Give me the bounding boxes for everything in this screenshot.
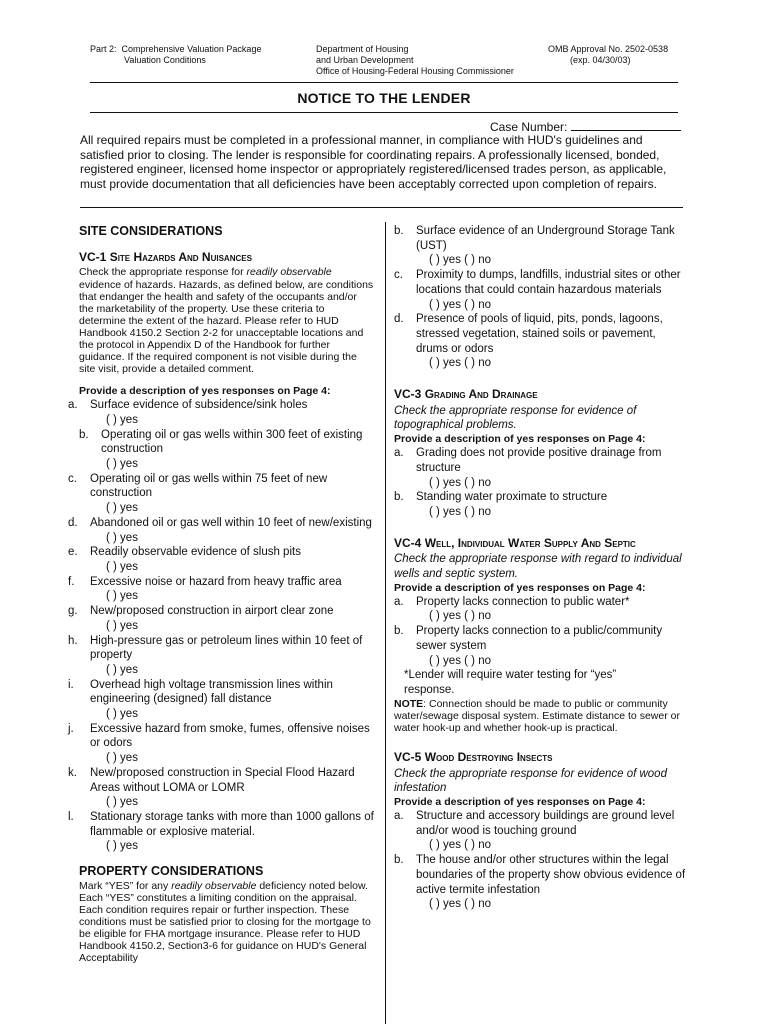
- vc4-note-text: : Connection should be made to public or community water/sewage disposal system. Estimate distance to sewer or water hook-up and whether hook-up is practical.: [394, 697, 680, 734]
- item-text: Standing water proximate to structure: [416, 491, 608, 504]
- item-text: Excessive hazard from smoke, fumes, offensive noises or odors: [90, 722, 370, 750]
- header-divider: [90, 82, 678, 83]
- item-label: d.: [394, 313, 404, 326]
- vc5-instruction: Check the appropriate response for evidence of wood infestation: [394, 767, 667, 795]
- vc3-item-b-checkbox[interactable]: ( ) yes ( ) no: [429, 505, 491, 518]
- header-omb-block: [548, 44, 668, 66]
- column-divider: [385, 222, 386, 1024]
- header-exp: (exp. 04/30/03): [570, 55, 631, 65]
- item-text: Structure and accessory buildings are ground level and/or wood is touching ground: [416, 810, 675, 837]
- vc1-item-l: [68, 810, 374, 839]
- vc1-item-b-ust-checkbox[interactable]: ( ) yes ( ) no: [429, 254, 491, 267]
- spacer: [394, 734, 686, 750]
- vc4-item-a: [394, 595, 686, 610]
- item-label: b.: [79, 428, 89, 441]
- vc1-item-k: [68, 766, 374, 795]
- item-label: b.: [394, 854, 404, 867]
- vc1-item-g: [68, 604, 374, 619]
- item-label: e.: [68, 546, 78, 559]
- header-dept-line2: and Urban Development: [316, 55, 414, 65]
- vc4-note-label: NOTE: [394, 697, 424, 710]
- item-label: k.: [68, 766, 77, 779]
- vc1-item-h: [68, 634, 374, 663]
- item-text: Abandoned oil or gas well within 10 feet of new/existing: [90, 516, 372, 529]
- vc4-instruction: Check the appropriate response with regard to individual wells and septic system.: [394, 553, 682, 581]
- vc3-item-a: [394, 446, 686, 475]
- vc1-item-d-pools: [394, 312, 686, 356]
- vc1-item-b-ust: [394, 224, 686, 253]
- vc3-heading: [394, 387, 686, 402]
- item-text: High-pressure gas or petroleum lines within 10 feet of property: [90, 634, 363, 662]
- vc4-note: [394, 698, 686, 734]
- case-number-label: Case Number:: [490, 120, 568, 134]
- item-text: Proximity to dumps, landfills, industrial sites or other locations that could contain hazardous materials: [416, 269, 681, 296]
- spacer: [394, 520, 686, 536]
- header-omb: OMB Approval No. 2502-0538: [548, 44, 669, 54]
- page-title: NOTICE TO THE LENDER: [297, 90, 471, 106]
- item-text: Surface evidence of an Underground Storage Tank (UST): [416, 225, 675, 252]
- vc3-instruction: Check the appropriate response for evidence of topographical problems.: [394, 404, 637, 432]
- vc1-item-c-checkbox[interactable]: ( ) yes: [106, 502, 138, 515]
- vc1-item-a: [68, 398, 374, 413]
- item-text: Surface evidence of subsidence/sink holes: [90, 399, 308, 412]
- vc3-item-a-checkbox[interactable]: ( ) yes ( ) no: [429, 476, 491, 489]
- vc1-item-c: [68, 472, 374, 501]
- item-text: The house and/or other structures within the legal boundaries of the property show obvious evidence of active termite infestation: [416, 854, 686, 896]
- vc1-item-g-checkbox[interactable]: ( ) yes: [106, 619, 138, 632]
- site-considerations-heading: SITE CONSIDERATIONS: [79, 224, 223, 238]
- vc1-item-i-checkbox[interactable]: ( ) yes: [106, 708, 138, 721]
- vc1-item-j-checkbox[interactable]: ( ) yes: [106, 752, 138, 765]
- property-intro-rest: deficiency noted below. Each “YES” constitutes a limiting condition on the appraisal. Each condition requires repair or further inspection. These conditions must be satisfied prior to closing for the mortgage to be eligible for FHA mortgage insurance. Please refer to HUD Handbook 4150.2, Section3-6 for guidance on HUD's General Acceptability: [79, 879, 371, 965]
- property-intro: [79, 880, 374, 965]
- item-text: Property lacks connection to a public/community sewer system: [416, 625, 663, 652]
- vc1-item-d: [68, 516, 374, 531]
- item-label: c.: [394, 269, 403, 282]
- header-dept-block: [316, 44, 514, 77]
- title-divider: [90, 112, 678, 113]
- left-column: [68, 224, 374, 964]
- property-intro-text: Mark “YES” for any: [79, 879, 172, 892]
- spacer: [68, 375, 374, 385]
- item-label: d.: [68, 516, 78, 529]
- vc1-code: VC-1: [79, 249, 107, 264]
- vc4-item-a-checkbox[interactable]: ( ) yes ( ) no: [429, 610, 491, 623]
- item-label: f.: [68, 575, 75, 588]
- vc5-code: VC-5: [394, 749, 422, 764]
- item-text: New/proposed construction in airport clear zone: [90, 605, 334, 618]
- item-label: i.: [68, 678, 74, 691]
- item-text: Stationary storage tanks with more than 1000 gallons of flammable or explosive material.: [90, 810, 374, 838]
- item-label: a.: [394, 595, 404, 608]
- vc5-item-a-checkbox[interactable]: ( ) yes ( ) no: [429, 839, 491, 852]
- vc3-item-b: [394, 490, 686, 505]
- vc1-intro-emphasis: readily observable: [246, 266, 332, 279]
- vc1-item-i: [68, 678, 374, 707]
- vc1-item-d-checkbox[interactable]: ( ) yes: [106, 531, 138, 544]
- vc1-item-d-pools-checkbox[interactable]: ( ) yes ( ) no: [429, 357, 491, 370]
- vc5-item-a: [394, 809, 686, 838]
- vc3-provide: Provide a description of yes responses on Page 4:: [394, 433, 646, 446]
- vc1-item-h-checkbox[interactable]: ( ) yes: [106, 663, 138, 676]
- vc4-provide: Provide a description of yes responses on Page 4:: [394, 581, 646, 594]
- item-text: New/proposed construction in Special Flood Hazard Areas without LOMA or LOMR: [90, 766, 355, 794]
- vc1-item-k-checkbox[interactable]: ( ) yes: [106, 796, 138, 809]
- vc1-item-l-checkbox[interactable]: ( ) yes: [106, 840, 138, 853]
- vc4-title: Well, Individual Water Supply And Septic: [424, 535, 636, 550]
- header-part-block: [90, 44, 261, 66]
- vc1-item-c-dumps-checkbox[interactable]: ( ) yes ( ) no: [429, 298, 491, 311]
- intro-paragraph: All required repairs must be completed in a professional manner, in compliance with HUD's guidelines and satisfied prior to closing. The lender is responsible for coordinating repairs. A professionally licensed, bonded, registered engineer, licensed home inspector or appropriately registered/licensed trades person, as applicable, must provide documentation that all deficiencies have been acceptably corrected upon completion of repairs.: [80, 133, 667, 191]
- vc1-item-e: [68, 545, 374, 560]
- vc1-item-b-checkbox[interactable]: ( ) yes: [106, 458, 138, 471]
- vc1-item-e-checkbox[interactable]: ( ) yes: [106, 560, 138, 573]
- vc3-code: VC-3: [394, 387, 422, 402]
- item-label: a.: [394, 810, 404, 823]
- property-intro-emphasis: readily observable: [171, 879, 257, 892]
- vc4-footnote: *Lender will require water testing for “yes” response.: [404, 669, 617, 696]
- item-label: b.: [394, 491, 404, 504]
- vc1-item-c-dumps: [394, 268, 686, 297]
- vc4-item-b: [394, 624, 686, 653]
- vc1-intro: [79, 266, 374, 375]
- vc1-item-f: [68, 575, 374, 590]
- header-dept-line3: Office of Housing-Federal Housing Commissioner: [316, 66, 514, 76]
- vc5-title: Wood Destroying Insects: [424, 749, 553, 764]
- item-text: Operating oil or gas wells within 300 feet of existing construction: [101, 428, 363, 456]
- case-number-field[interactable]: [490, 120, 681, 134]
- vc1-item-f-checkbox[interactable]: ( ) yes: [106, 590, 138, 603]
- right-column: [394, 224, 686, 912]
- header-package: Comprehensive Valuation Package: [121, 44, 262, 54]
- vc1-intro-text: Check the appropriate response for: [79, 266, 247, 279]
- item-label: b.: [394, 625, 404, 638]
- vc4-code: VC-4: [394, 535, 422, 550]
- vc5-heading: [394, 750, 686, 765]
- item-text: Readily observable evidence of slush pits: [90, 546, 301, 559]
- vc1-item-a-checkbox[interactable]: ( ) yes: [106, 413, 138, 426]
- vc1-intro-rest: evidence of hazards. Hazards, as defined below, are conditions that endanger the health and safety of the occupants and/or the marketability of the property. Use these criteria to determine the extent of the hazard. Please refer to HUD Handbook 4150.2 Section 2-2 for unacceptable locations and the protocol in Appendix D of the Handbook for further guidance. If the required component is not visible during the site visit, provide a detailed comment.: [79, 278, 374, 376]
- item-label: c.: [68, 472, 77, 485]
- vc1-title: Site Hazards And Nuisances: [109, 249, 252, 264]
- item-label: j.: [68, 722, 74, 735]
- vc5-provide: Provide a description of yes responses on Page 4:: [394, 796, 646, 809]
- header-subtitle: Valuation Conditions: [124, 55, 206, 65]
- header-part: Part 2:: [90, 44, 117, 54]
- item-text: Property lacks connection to public water*: [416, 595, 630, 608]
- vc3-title: Grading And Drainage: [424, 387, 538, 402]
- vc1-provide: Provide a description of yes responses on Page 4:: [79, 385, 331, 398]
- property-considerations-heading: PROPERTY CONSIDERATIONS: [79, 864, 264, 879]
- vc1-heading: [79, 250, 374, 265]
- item-text: Excessive noise or hazard from heavy traffic area: [90, 575, 342, 588]
- vc4-item-b-checkbox[interactable]: ( ) yes ( ) no: [429, 654, 491, 667]
- item-label: g.: [68, 605, 78, 618]
- case-number-line[interactable]: [571, 120, 681, 131]
- vc1-item-b: [68, 428, 374, 457]
- item-text: Grading does not provide positive drainage from structure: [416, 447, 662, 474]
- vc1-item-j: [68, 722, 374, 751]
- item-label: a.: [394, 447, 404, 460]
- spacer: [68, 854, 374, 864]
- header-dept-line1: Department of Housing: [316, 44, 409, 54]
- item-label: a.: [68, 399, 78, 412]
- item-label: h.: [68, 634, 78, 647]
- item-text: Operating oil or gas wells within 75 feet of new construction: [90, 472, 328, 500]
- item-label: l.: [68, 810, 74, 823]
- vc4-heading: [394, 536, 686, 551]
- intro-divider: [80, 207, 683, 208]
- item-text: Presence of pools of liquid, pits, ponds, lagoons, stressed vegetation, stained soils or pavement, drums or odors: [416, 313, 663, 355]
- item-text: Overhead high voltage transmission lines within engineering (designed) fall distance: [90, 678, 333, 706]
- item-label: b.: [394, 225, 404, 237]
- spacer: [394, 371, 686, 387]
- vc1-item-list: [68, 398, 374, 854]
- vc5-item-b: [394, 853, 686, 897]
- vc5-item-b-checkbox[interactable]: ( ) yes ( ) no: [429, 898, 491, 911]
